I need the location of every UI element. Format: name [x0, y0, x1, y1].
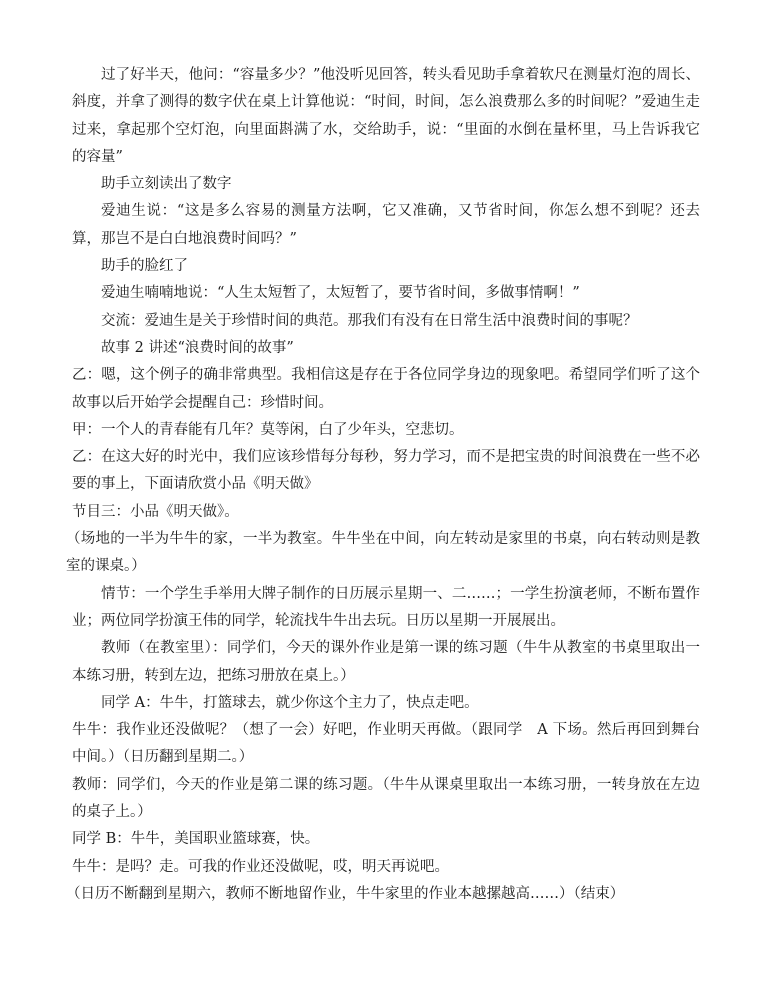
paragraph-niuniu-2: 牛牛：是吗？走。可我的作业还没做呢，哎，明天再说吧。 — [72, 858, 449, 875]
paragraph-story-2: 故事 2 讲述“浪费时间的故事” — [101, 339, 294, 356]
paragraph-speaker-jia: 甲：一个人的青春能有几年？莫等闲，白了少年头，空悲切。 — [72, 421, 464, 438]
paragraph-edison-murmurs: 爱迪生喃喃地说：“人生太短暂了，太短暂了，要节省时间，多做事情啊！” — [101, 285, 580, 302]
paragraph-discussion: 交流：爱迪生是关于珍惜时间的典范。那我们有没有在日常生活中浪费时间的事呢？ — [101, 312, 638, 329]
paragraph-teacher-2: 教师：同学们，今天的作业是第二课的练习题。（牛牛从课桌里取出一本练习册，一转身放在左边的桌子上。） — [72, 776, 700, 821]
paragraph-assistant-blushes: 助手的脸红了 — [101, 258, 188, 275]
paragraph-edison-measuring: 过了好半天，他问：“容量多少？”他没听见回答，转头看见助手拿着软尺在测量灯泡的周长、斜度，并拿了测得的数字伏在桌上计算他说：“时间，时间，怎么浪费那么多的时间呢？”爱迪生走过来，拿起那个空灯泡，向里面斟满了水，交给助手，说：“里面的水倒在量杯里，马上告诉我它的容量” — [72, 67, 700, 165]
paragraph-classmate-b: 同学 B：牛牛，美国职业篮球赛，快。 — [72, 831, 320, 848]
document-page — [66, 62, 700, 908]
paragraph-stage-setting: （场地的一半为牛牛的家，一半为教室。牛牛坐在中间，向左转动是家里的书桌，向右转动则是教室的课桌。） — [66, 531, 700, 575]
paragraph-plot: 情节：一个学生手举用大牌子制作的日历展示星期一、二……；一学生扮演老师，不断布置作业；两位同学扮演王伟的同学，轮流找牛牛出去玩。日历以星期一开展展出。 — [72, 585, 700, 629]
paragraph-speaker-yi-2: 乙：在这大好的时光中，我们应该珍惜每分每秒，努力学习，而不是把宝贵的时间浪费在一些不必要的事上，下面请欣赏小品《明天做》 — [72, 449, 700, 493]
paragraph-program-three: 节目三：小品《明天做》。 — [72, 503, 239, 520]
paragraph-edison-says: 爱迪生说：“这是多么容易的测量方法啊，它又准确，又节省时间，你怎么想不到呢？还去算，那岂不是白白地浪费时间吗？” — [72, 203, 700, 247]
paragraph-niuniu-1: 牛牛：我作业还没做呢？（想了一会）好吧，作业明天再做。（跟同学 A 下场。然后再回到舞台中间。）（日历翻到星期二。） — [72, 722, 700, 766]
paragraph-ending: （日历不断翻到星期六，教师不断地留作业，牛牛家里的作业本越摞越高……）（结束） — [66, 885, 625, 902]
paragraph-assistant-reads: 助手立刻读出了数字 — [101, 176, 232, 193]
paragraph-classmate-a: 同学 A：牛牛，打篮球去，就少你这个主力了，快点走吧。 — [101, 694, 479, 711]
paragraph-teacher-1: 教师（在教室里）：同学们，今天的课外作业是第一课的练习题（牛牛从教室的书桌里取出一本练习册，转到左边，把练习册放在桌上。） — [72, 640, 700, 684]
paragraph-speaker-yi-1: 乙：嗯，这个例子的确非常典型。我相信这是存在于各位同学身边的现象吧。希望同学们听了这个故事以后开始学会提醒自己：珍惜时间。 — [72, 367, 700, 411]
